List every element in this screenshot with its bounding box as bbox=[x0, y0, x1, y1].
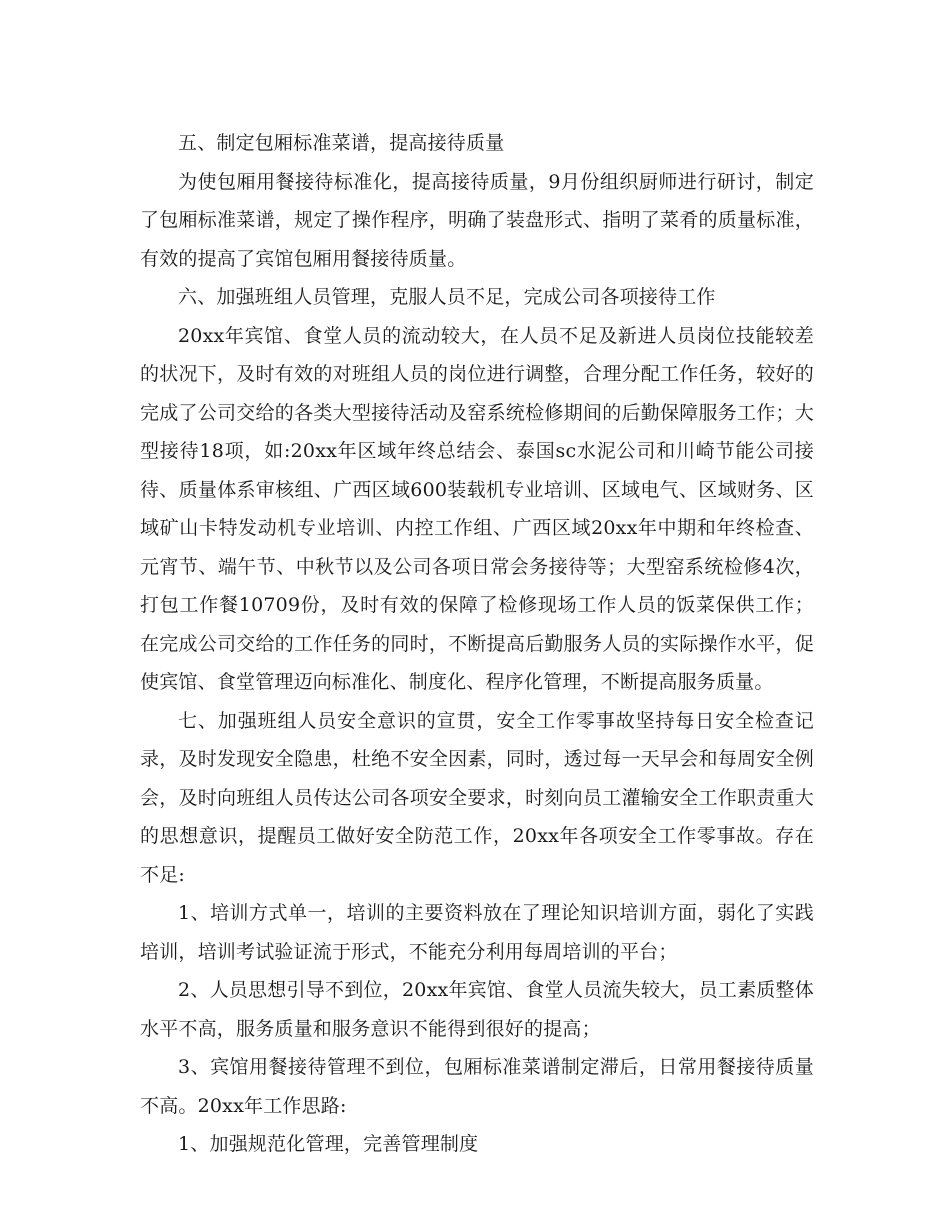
list-item: 1、培训方式单一，培训的主要资料放在了理论知识培训方面，弱化了实践培训，培训考试验证流于形式，不能充分利用每周培训的平台； bbox=[140, 902, 814, 963]
document-body bbox=[140, 124, 814, 1164]
list-item: 3、宾馆用餐接待管理不到位，包厢标准菜谱制定滞后，日常用餐接待质量不高。20xx年工作思路: bbox=[140, 1056, 814, 1117]
section-heading-5: 五、制定包厢标准菜谱，提高接待质量 bbox=[178, 132, 505, 154]
list-item: 1、加强规范化管理，完善管理制度 bbox=[178, 1133, 479, 1155]
paragraph: 为使包厢用餐接待标准化，提高接待质量，9月份组织厨师进行研讨，制定了包厢标准菜谱，规定了操作程序，明确了装盘形式、指明了菜肴的质量标准，有效的提高了宾馆包厢用餐接待质量。 bbox=[140, 170, 814, 270]
section-heading-7: 七、加强班组人员安全意识的宣贯，安全工作零事故坚持每日安全检查记录，及时发现安全隐患，杜绝不安全因素，同时，透过每一天早会和每周安全例会，及时向班组人员传达公司各项安全要求，时刻向员工灌输安全工作职责重大的思想意识，提醒员工做好安全防范工作，20xx年各项安全工作零事故。存在不足: bbox=[140, 709, 814, 886]
list-item: 2、人员思想引导不到位，20xx年宾馆、食堂人员流失较大，员工素质整体水平不高，服务质量和服务意识不能得到很好的提高； bbox=[140, 979, 814, 1040]
paragraph: 20xx年宾馆、食堂人员的流动较大，在人员不足及新进人员岗位技能较差的状况下，及时有效的对班组人员的岗位进行调整，合理分配工作任务，较好的完成了公司交给的各类大型接待活动及窑系统检修期间的后勤保障服务工作；大型接待18项，如:20xx年区域年终总结会、泰国sc水泥公司和川崎节能公司接待、质量体系审核组、广西区域600装载机专业培训、区域电气、区域财务、区域矿山卡特发动机专业培训、内控工作组、广西区域20xx年中期和年终检查、元宵节、端午节、中秋节以及公司各项日常会务接待等；大型窑系统检修4次，打包工作餐10709份，及时有效的保障了检修现场工作人员的饭菜保供工作；在完成公司交给的工作任务的同时，不断提高后勤服务人员的实际操作水平，促使宾馆、食堂管理迈向标准化、制度化、程序化管理，不断提高服务质量。 bbox=[140, 324, 814, 693]
section-heading-6: 六、加强班组人员管理，克服人员不足，完成公司各项接待工作 bbox=[178, 286, 716, 308]
